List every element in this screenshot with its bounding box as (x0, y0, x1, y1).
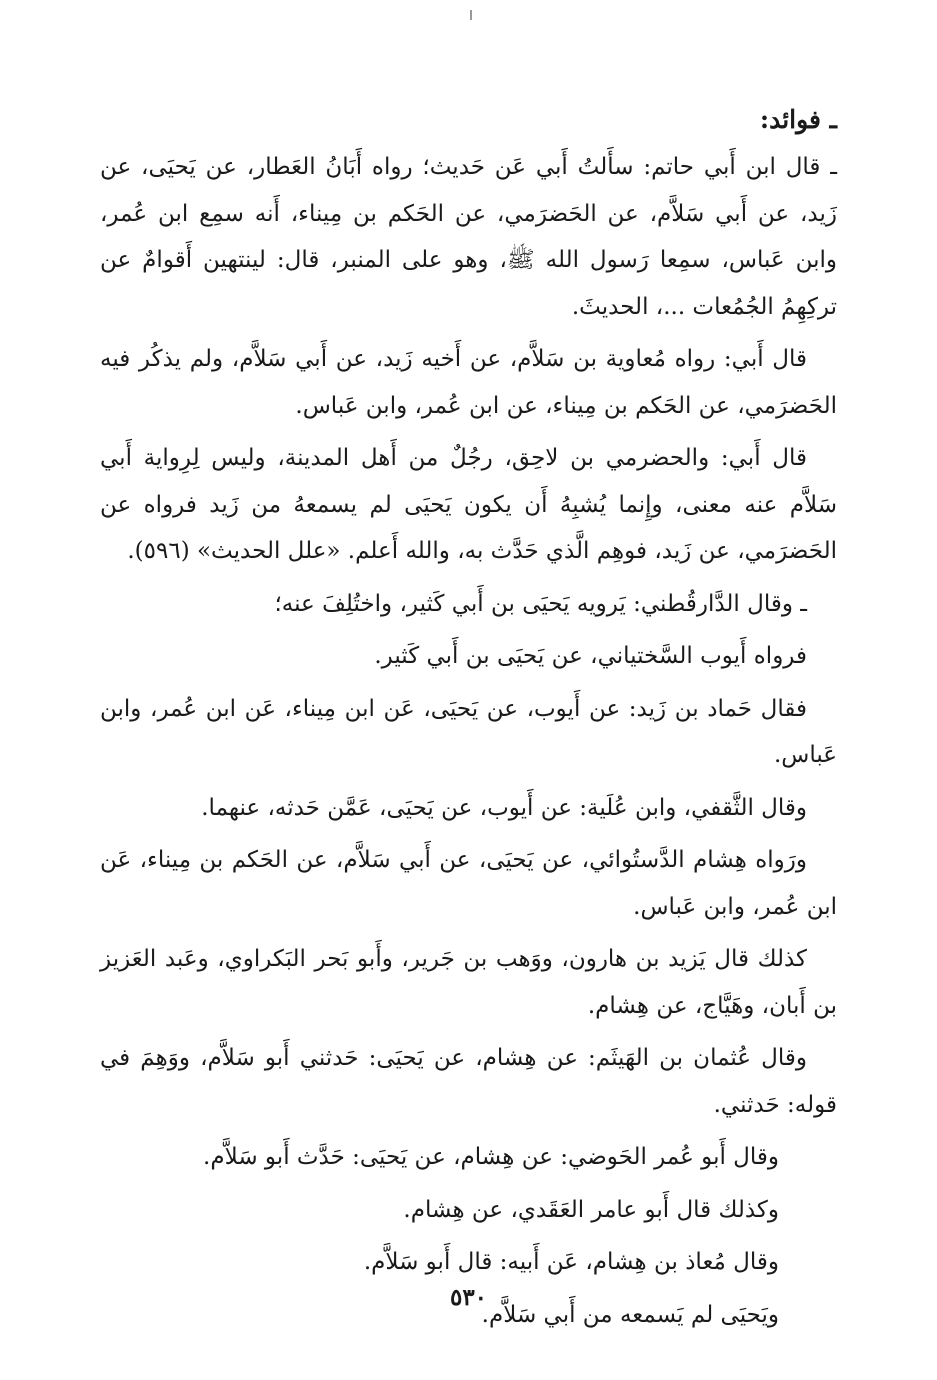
scan-mark (470, 10, 472, 20)
section-heading: ـ فوائد: (759, 105, 837, 134)
page-number: ٥٣٠ (449, 1284, 488, 1311)
paragraph-hammad: فقال حَماد بن زَيد: عن أَيوب، عن يَحيَى، عَن ابن مِيناء، عَن ابن عُمر، وابن عَباس. (100, 695, 837, 768)
paragraph-ayyub: فرواه أَيوب السَّختياني، عن يَحيَى بن أَبي كَثير. (374, 643, 807, 669)
paragraph-hisham: ورَواه هِشام الدَّستُوائي، عن يَحيَى، عن أَبي سَلاَّم، عن الحَكم بن مِيناء، عَن ابن عُمر، وابن عَباس. (100, 847, 837, 920)
paragraph-aqadi: وكذلك قال أَبو عامر العَقَدي، عن هِشام. (403, 1196, 779, 1223)
paragraph-abi-muawiya: قال أَبي: رواه مُعاوية بن سَلاَّم، عن أَخيه زَيد، عن أَبي سَلاَّم، ولم يذكُر فيه الحَضرَمي، عن الحَكم بن مِيناء، عن ابن عُمر، وابن عَباس. (100, 346, 837, 419)
paragraph-hawdi: وقال أَبو عُمر الحَوضي: عن هِشام، عن يَحيَى: حَدَّث أَبو سَلاَّم. (203, 1144, 779, 1170)
paragraph-abi-hadrami: قال أَبي: والحضرمي بن لاحِق، رجُلٌ من أَهل المدينة، وليس لِرِواية أَبي سَلاَّم عنه معنى، وإِنما يُشبِهُ أَن يكون يَحيَى لم يسمعهُ من زَيد فرواه عن الحَضرَمي، عن زَيد، فوهِم الَّذي حَدَّث به، والله أَعلم. «علل الحديث» (٥٩٦). (100, 445, 837, 564)
paragraph-daraqutni: ـ وقال الدَّارقُطني: يَرويه يَحيَى بن أَبي كَثير، واختُلِفَ عنه؛ (274, 590, 807, 617)
paragraph-yahya: ويَحيَى لم يَسمعه من أَبي سَلاَّم. (481, 1301, 779, 1328)
paragraph-thaqafi: وقال الثَّقفي، وابن عُلَية: عن أَيوب، عن يَحيَى، عَمَّن حَدثه، عنهما. (201, 794, 807, 821)
paragraph-ibn-abi-hatim: ـ قال ابن أَبي حاتم: سأَلتُ أَبي عَن حَديث؛ رواه أَبَانُ العَطار، عن يَحيَى، عن زَيد، عن أَبي سَلاَّم، عن الحَضرَمي، عن الحَكم بن مِيناء، أَنه سمِع ابن عُمر، وابن عَباس، سمِعا رَسول الله ﷺ، وهو على المنبر، قال: لينتهين أَقوامٌ عن تركِهِمُ الجُمُعات ...، الحديثَ. (100, 154, 837, 320)
paragraph-muadh: وقال مُعاذ بن هِشام، عَن أَبيه: قال أَبو سَلاَّم. (363, 1249, 779, 1275)
paragraph-yazid: كذلك قال يَزيد بن هارون، ووَهب بن جَرير، وأَبو بَحر البَكراوي، وعَبد العَزيز بن أَبان، وهَيَّاج، عن هِشام. (100, 946, 837, 1019)
paragraph-uthman: وقال عُثمان بن الهَيثَم: عن هِشام، عن يَحيَى: حَدثني أَبو سَلاَّم، ووَهِمَ في قوله: حَدثني. (100, 1045, 837, 1118)
